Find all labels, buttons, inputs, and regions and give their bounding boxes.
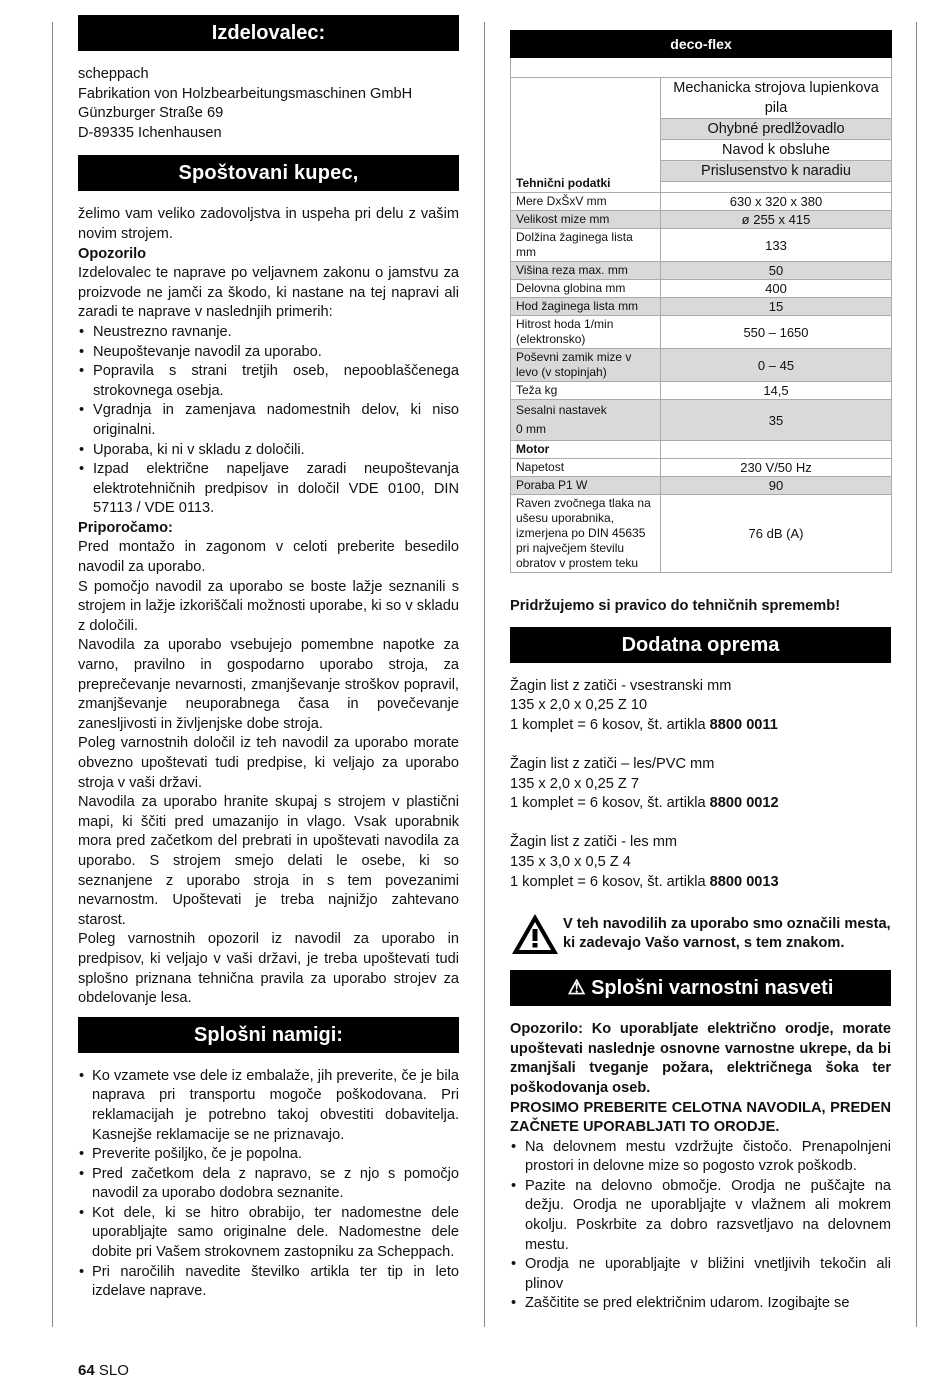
spec-value: 400 — [661, 280, 892, 298]
spec-table — [510, 30, 892, 573]
list-item: • Neustrezno ravnanje. — [78, 323, 459, 343]
desc-row: Ohybné predlžovadlo — [661, 119, 892, 140]
accessory-order-text: 1 komplet = 6 kosov, št. artikla — [510, 873, 710, 890]
accessory-order — [510, 716, 891, 736]
table-title: deco-flex — [511, 31, 892, 58]
safety-caps: PROSIMO PREBERITE CELOTNA NAVODILA, PREDEN ZAČNETE UPORABLJATI TO ORODJE. — [510, 1099, 891, 1136]
list-item: • Pazite na delovno območje. Orodja ne puščajte na dežju. Orodja ne uporabljajte v vlažnem ali mokrem okolju. Poskrbite za dobro razsvetljavo na delovnem mestu. — [510, 1177, 891, 1255]
list-item: • Izpad električne napeljave zaradi neupoštevanja elektrotehničnih predpisov in določil VDE 0100, DIN 57113 / VDE 0113. — [78, 460, 459, 519]
warning-note-text: V teh navodilih za uporabo smo označili mesta, ki zadevajo Vašo varnost, s tem znakom. — [563, 915, 891, 952]
warning-triangle-icon — [510, 912, 560, 956]
table-spacer — [661, 182, 892, 193]
caution-list — [78, 323, 459, 519]
recommend-paragraph: Poleg varnostnih določil iz teh navodil za uporabo morate obvezno upoštevati tudi predpise, ki veljajo za uporabo stroja v vaši državi. — [78, 735, 459, 791]
list-item: • Neupoštevanje navodil za uporabo. — [78, 343, 459, 363]
accessory-item — [510, 677, 891, 736]
spec-value: 230 V/50 Hz — [661, 459, 892, 477]
address-line: scheppach — [78, 66, 149, 82]
spec-value: 76 dB (A) — [661, 495, 892, 573]
spec-label: Poševni zamik mize v levo (v stopinjah) — [511, 349, 661, 382]
desc-row: Mechanicka strojova lupienkova pila — [661, 78, 892, 119]
recommend-paragraph: Pred montažo in zagonom v celoti preberite besedilo navodil za uporabo. — [78, 539, 459, 576]
page-footer — [78, 1362, 129, 1379]
recommend-paragraph: S pomočjo navodil za uporabo se boste lažje seznanili s strojem in lažje izkoriščali možnosti uporabe, ki so v skladu z določili. — [78, 578, 459, 634]
spec-label: Hod žaginega lista mm — [511, 298, 661, 316]
suction-label-line: Sesalni nastavek — [516, 403, 607, 417]
spec-value: 550 – 1650 — [661, 316, 892, 349]
accessory-order — [510, 794, 891, 814]
accessory-size: 135 x 3,0 x 0,5 Z 4 — [510, 853, 631, 870]
spec-label: Velikost mize mm — [511, 211, 661, 229]
safety-heading: ⚠ Splošni varnostni nasveti — [510, 970, 891, 1006]
recommend-paragraph: Navodila za uporabo hranite skupaj s strojem v plastični mapi, ki ščiti pred umazanijo in vlago. Vsak uporabnik mora pred začetkom del prebrati in upoštevati navodila za uporabo. S strojem smejo delati le osebe, ki so seznanjene z uporabo stroja in s tem povezanimi nevarnostm. Upoštevati je treba najnižjo zahtevano starost. — [78, 794, 459, 928]
spec-value: 90 — [661, 477, 892, 495]
spec-value: 35 — [661, 400, 892, 441]
accessory-size: 135 x 2,0 x 0,25 Z 7 — [510, 775, 639, 792]
column-divider-right — [916, 22, 917, 1327]
column-divider-left — [52, 22, 53, 1327]
list-item: • Na delovnem mestu vzdržujte čistočo. Prenapolnjeni prostori in delovne mize so pogosto vzrok poškodb. — [510, 1138, 891, 1177]
accessory-item — [510, 833, 891, 892]
desc-row: Navod k obsluhe — [661, 140, 892, 161]
general-list — [78, 1067, 459, 1302]
spec-label: Teža kg — [511, 382, 661, 400]
manufacturer-heading: Izdelovalec: — [78, 15, 459, 51]
accessory-name: Žagin list z zatiči – les/PVC mm — [510, 755, 715, 772]
spec-label — [511, 400, 661, 441]
warning-note — [510, 912, 891, 956]
list-item: • Preverite pošiljko, če je popolna. — [78, 1145, 459, 1165]
right-column — [510, 30, 891, 1314]
manufacturer-address — [78, 65, 459, 143]
list-item: • Vgradnja in zamenjava nadomestnih delov, ki niso originalni. — [78, 401, 459, 440]
article-number: 8800 0012 — [709, 795, 779, 812]
spec-label: Delovna globina mm — [511, 280, 661, 298]
accessory-name: Žagin list z zatiči - vsestranski mm — [510, 677, 732, 694]
address-line: Fabrikation von Holzbearbeitungsmaschinen GmbH — [78, 85, 413, 102]
list-item: • Pred začetkom dela z napravo, se z njo s pomočjo navodil za uporabo dodobra seznanite. — [78, 1165, 459, 1204]
safety-intro: Opozorilo: Ko uporabljate električno orodje, morate upoštevati naslednje osnovne varnostne ukrepe, da bi zmanjšali tveganje požara, električnega šoka ter poškodovanja oseb. — [510, 1021, 891, 1096]
customer-heading: Spoštovani kupec, — [78, 155, 459, 191]
spec-value: 0 – 45 — [661, 349, 892, 382]
motor-header: Motor — [511, 441, 661, 459]
caution-text: Izdelovalec te naprave po veljavnem zakonu o jamstvu za proizvode ne jamči za škodo, ki nastane na tej napravi ali zaradi te naprave v naslednjih primerih: — [78, 265, 459, 321]
spec-value: 14,5 — [661, 382, 892, 400]
recommend-title: Priporočamo: — [78, 519, 173, 536]
left-column — [78, 15, 459, 1302]
list-item: • Uporaba, ki ni v skladu z določili. — [78, 441, 459, 461]
accessories-heading: Dodatna oprema — [510, 627, 891, 663]
tech-header: Tehnični podatki — [511, 78, 661, 193]
list-item: • Pri naročilih navedite številko artikla ter tip in leto izdelave naprave. — [78, 1263, 459, 1302]
spec-label: Napetost — [511, 459, 661, 477]
general-heading: Splošni namigi: — [78, 1017, 459, 1053]
accessory-name: Žagin list z zatiči - les mm — [510, 834, 678, 851]
accessory-order-text: 1 komplet = 6 kosov, št. artikla — [510, 795, 710, 812]
spec-label: Raven zvočnega tlaka na ušesu uporabnika, izmerjena po DIN 45635 pri največjem številu obratov v prostem teku — [511, 495, 661, 573]
spec-label: Mere DxŠxV mm — [511, 193, 661, 211]
page-number: 64 — [78, 1362, 95, 1379]
article-number: 8800 0013 — [709, 873, 779, 890]
column-divider-middle — [484, 22, 485, 1327]
spec-value: 630 x 320 x 380 — [661, 193, 892, 211]
language-code: SLO — [98, 1362, 129, 1379]
accessory-order-text: 1 komplet = 6 kosov, št. artikla — [510, 716, 710, 733]
spec-value: 15 — [661, 298, 892, 316]
list-item: • Orodja ne uporabljajte v bližini vnetljivih tekočin ali plinov — [510, 1255, 891, 1294]
recommend-paragraph: Navodila za uporabo vsebujejo pomembne napotke za varno, pravilno in gospodarno uporabo stroja, za preprečevanje nevarnosti, zmanjševanje stroškov popravil, zmanjševanje neuporabnega časa in povečevanje zanesljivosti in življenjske dobe stroja. — [78, 637, 459, 732]
table-spacer — [511, 58, 892, 78]
spec-label: Poraba P1 W — [511, 477, 661, 495]
caution-title: Opozorilo — [78, 245, 147, 262]
intro-text: želimo vam veliko zadovoljstva in uspeha pri delu z vašim novim strojem. — [78, 206, 459, 242]
address-line: Günzburger Straße 69 — [78, 105, 224, 122]
list-item: • Kot dele, ki se hitro obrabijo, ter nadomestne dele uporabljajte samo originalne dele. Nadomestne dele dobite pri Vašem strokovnem zastopniku za Scheppach. — [78, 1204, 459, 1263]
spec-value: ø 255 x 415 — [661, 211, 892, 229]
spec-label: Dolžina žaginega lista mm — [511, 229, 661, 262]
address-line: D-89335 Ichenhausen — [78, 124, 222, 141]
accessory-size: 135 x 2,0 x 0,25 Z 10 — [510, 697, 648, 714]
spec-value: 133 — [661, 229, 892, 262]
accessory-order — [510, 873, 891, 893]
recommend-paragraph: Poleg varnostnih opozoril iz navodil za uporabo in predpisov, ki veljajo v vaši državi, je treba upoštevati tudi splošno priznana tehnična pravila za uporabo strojev za obdelovanje lesa. — [78, 931, 459, 1007]
article-number: 8800 0011 — [709, 716, 778, 733]
list-item: • Ko vzamete vse dele iz embalaže, jih preverite, če je bila naprava pri transportu mogoče poškodovana. Pri reklamacijah je potrebno takoj obvestiti dobavitelja. Kasnejše reklamacije se ne priznavajo. — [78, 1067, 459, 1145]
list-item: • Zaščitite se pred električnim udarom. Izogibajte se — [510, 1294, 891, 1314]
spec-label: Hitrost hoda 1/min (elektronsko) — [511, 316, 661, 349]
desc-row: Prislusenstvo k naradiu — [661, 161, 892, 182]
spec-value: 50 — [661, 262, 892, 280]
safety-list — [510, 1138, 891, 1314]
accessory-item — [510, 755, 891, 814]
reserve-note: Pridržujemo si pravico do tehničnih sprememb! — [510, 598, 841, 614]
suction-label-line: 0 mm — [516, 422, 546, 436]
list-item: • Popravila s strani tretjih oseb, nepooblaščenega strokovnega osebja. — [78, 362, 459, 401]
table-spacer — [661, 441, 892, 459]
spec-label: Višina reza max. mm — [511, 262, 661, 280]
